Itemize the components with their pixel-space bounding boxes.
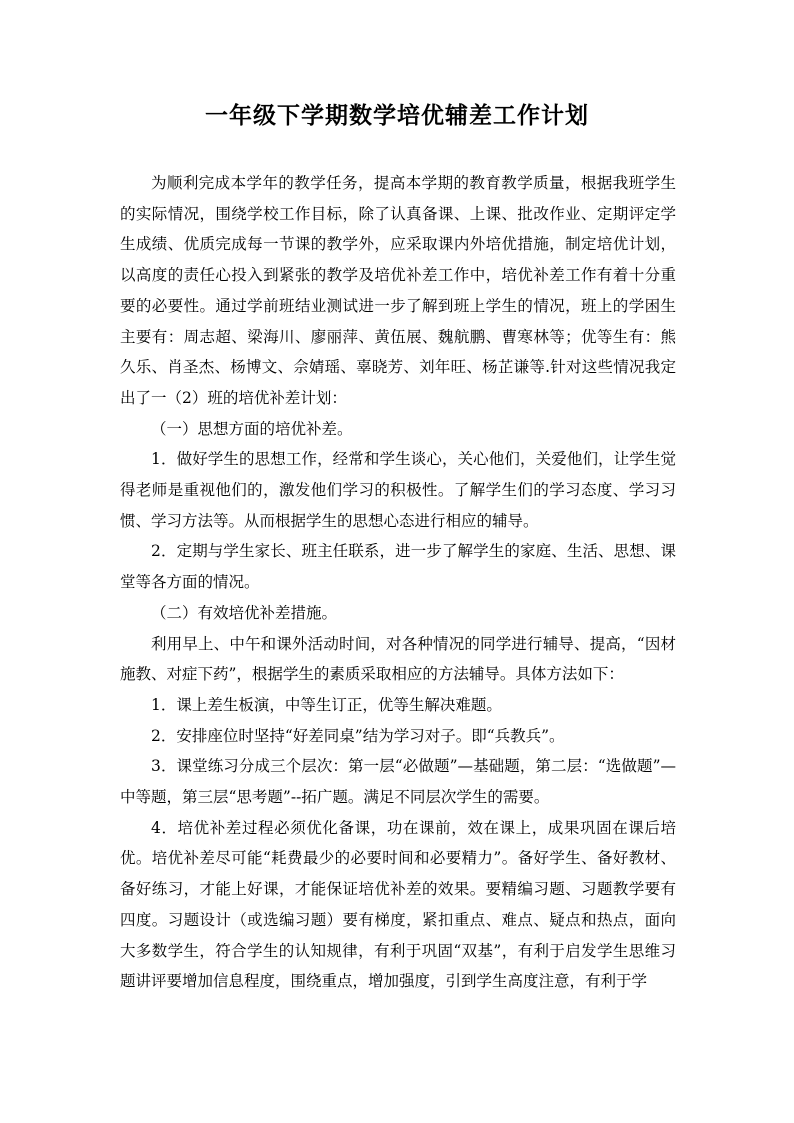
section-heading-measures: （二）有效培优补差措施。 [151, 603, 338, 622]
intro-paragraph: 为顺利完成本学年的教学任务，提高本学期的教育教学质量，根据我班学生的实际情况，围绕学校工作目标，除了认真备课、上课、批改作业、定期评定学生成绩、优质完成每一节课的教学外，应采取课内外培优措施，制定培优计划，以高度的责任心投入到紧张的教学及培优补差工作中，培优补差工作有着十分重要的必要性。通过学前班结业测试进一步了解到班上学生的情况，班上的学困生主要有：周志超、梁海川、廖丽萍、黄伍展、魏航鹏、曹寒林等；优等生有：熊久乐、肖圣杰、杨博文、佘婧瑶、辜晓芳、刘年旺、杨芷谦等.针对这些情况我定出了一（2）班的培优补差计划： [120, 174, 676, 407]
measures-item-2: 2．安排座位时坚持“好差同桌”结为学习对子。即“兵教兵”。 [151, 726, 565, 745]
measures-intro-paragraph: 利用早上、中午和课外活动时间，对各种情况的同学进行辅导、提高，“因材施教、对症下药”，根据学生的素质采取相应的方法辅导。具体方法如下： [120, 634, 676, 684]
section-heading-ideology: （一）思想方面的培优补差。 [151, 419, 353, 438]
ideology-item-1: 1．做好学生的思想工作，经常和学生谈心，关心他们，关爱他们，让学生觉得老师是重视他们的，激发他们学习的积极性。了解学生们的学习态度、学习习惯、学习方法等。从而根据学生的思想心态进行相应的辅导。 [120, 450, 676, 530]
measures-item-4: 4．培优补差过程必须优化备课，功在课前，效在课上，成果巩固在课后培优。培优补差尽可能“耗费最少的必要时间和必要精力”。备好学生、备好教材、备好练习，才能上好课，才能保证培优补差的效果。要精编习题、习题教学要有四度。习题设计（或选编习题）要有梯度，紧扣重点、难点、疑点和热点，面向大多数学生，符合学生的认知规律，有利于巩固“双基”，有利于启发学生思维习题讲评要增加信息程度，围绕重点，增加强度，引到学生高度注意，有利于学 [120, 818, 676, 991]
measures-item-3: 3．课堂练习分成三个层次：第一层“必做题”—基础题，第二层：“选做题”—中等题，第三层“思考题”--拓广题。满足不同层次学生的需要。 [120, 757, 676, 807]
ideology-item-2: 2．定期与学生家长、班主任联系，进一步了解学生的家庭、生活、思想、课堂等各方面的情况。 [120, 542, 676, 592]
measures-item-1: 1．课上差生板演，中等生订正，优等生解决难题。 [151, 695, 502, 714]
document-body [120, 168, 676, 997]
document-title: 一年级下学期数学培优辅差工作计划 [205, 103, 589, 129]
